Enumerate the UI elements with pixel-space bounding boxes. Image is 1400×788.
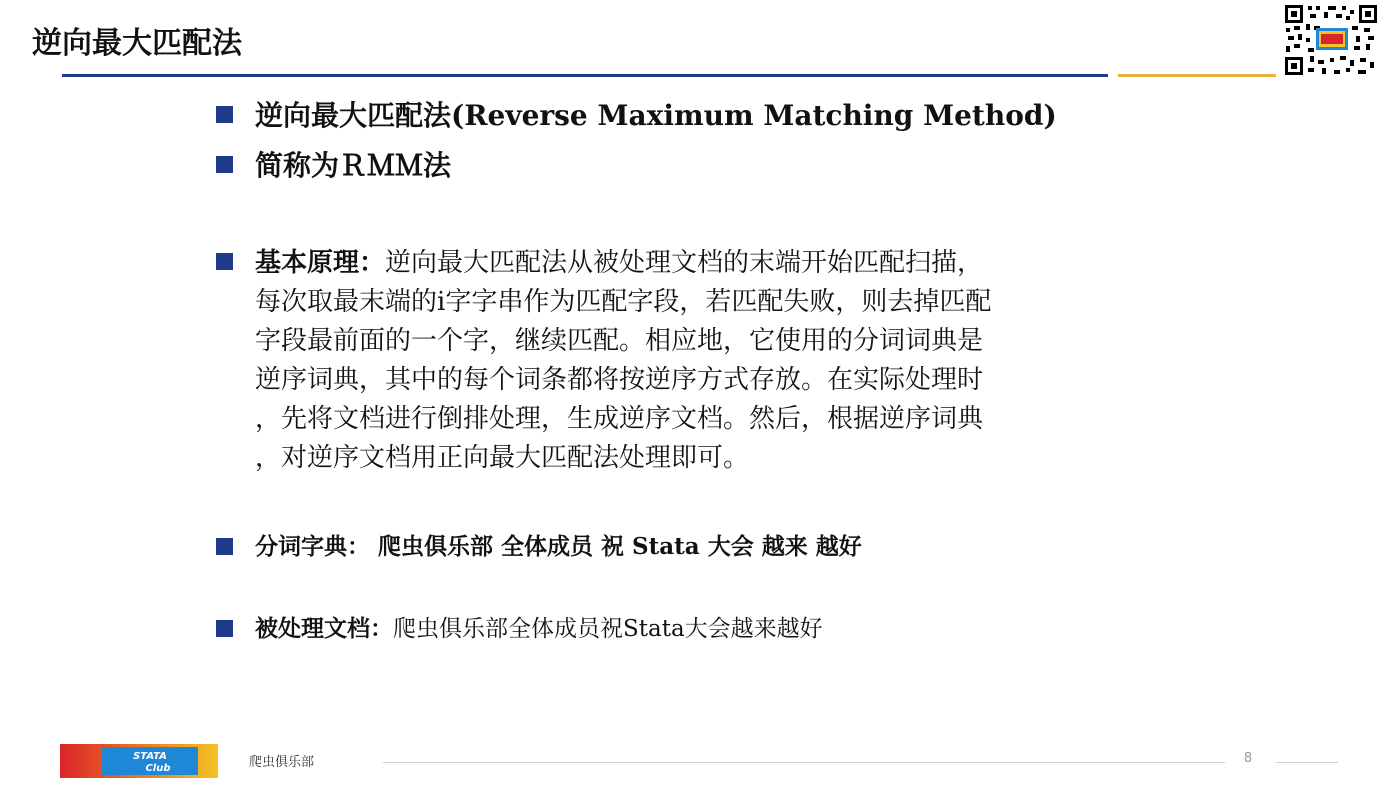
footer-divider bbox=[383, 762, 1225, 763]
footer-divider-right bbox=[1276, 762, 1338, 763]
page-number: 8 bbox=[1243, 751, 1253, 766]
principle-text: 逆向最大匹配法从被处理文档的末端开始匹配扫描， bbox=[385, 248, 984, 278]
title-underline-blue bbox=[62, 74, 1108, 77]
title-underline-gold bbox=[1118, 74, 1276, 77]
stata-club-logo bbox=[60, 744, 218, 778]
principle-line: ，先将文档进行倒排处理，生成逆序文档。然后，根据逆序词典 bbox=[255, 404, 984, 434]
bullet-dictionary bbox=[216, 530, 862, 564]
bullet-text: 逆向最大匹配法(Reverse Maximum Matching Method) bbox=[255, 99, 1057, 132]
document-text: 爬虫俱乐部全体成员祝Stata大会越来越好 bbox=[393, 616, 823, 642]
principle-line: 字段最前面的一个字，继续匹配。相应地，它使用的分词词典是 bbox=[255, 326, 984, 356]
logo-text-top: STATA bbox=[133, 751, 167, 762]
principle-line: 每次取最末端的i字字串作为匹配字段，若匹配失败，则去掉匹配 bbox=[255, 287, 992, 317]
principle-paragraph bbox=[255, 244, 1165, 478]
bullet-text: 分词字典： 爬虫俱乐部 全体成员 祝 Stata 大会 越来 越好 bbox=[255, 533, 862, 560]
principle-heading: 基本原理： bbox=[255, 248, 386, 278]
bullet-square-icon bbox=[216, 538, 233, 555]
principle-line: 逆序词典，其中的每个词条都将按逆序方式存放。在实际处理时 bbox=[255, 365, 984, 395]
qr-code-icon bbox=[1284, 4, 1378, 76]
bullet-square-icon bbox=[216, 620, 233, 637]
bullet-square-icon bbox=[216, 106, 233, 123]
bullet-method-name bbox=[216, 96, 1057, 136]
bullet-abbreviation bbox=[216, 146, 451, 186]
footer-org-name: 爬虫俱乐部 bbox=[249, 755, 315, 770]
principle-line: ，对逆序文档用正向最大匹配法处理即可。 bbox=[255, 443, 750, 473]
bullet-principle bbox=[216, 244, 1165, 478]
slide-title: 逆向最大匹配法 bbox=[32, 26, 242, 61]
principle-line bbox=[255, 244, 1165, 283]
bullet-square-icon bbox=[216, 156, 233, 173]
bullet-text: 简称为ＲＭＭ法 bbox=[255, 149, 452, 182]
bullet-document bbox=[216, 612, 823, 646]
bullet-square-icon bbox=[216, 253, 233, 270]
logo-text-bottom: Club bbox=[145, 763, 171, 774]
document-heading: 被处理文档： bbox=[255, 615, 393, 642]
